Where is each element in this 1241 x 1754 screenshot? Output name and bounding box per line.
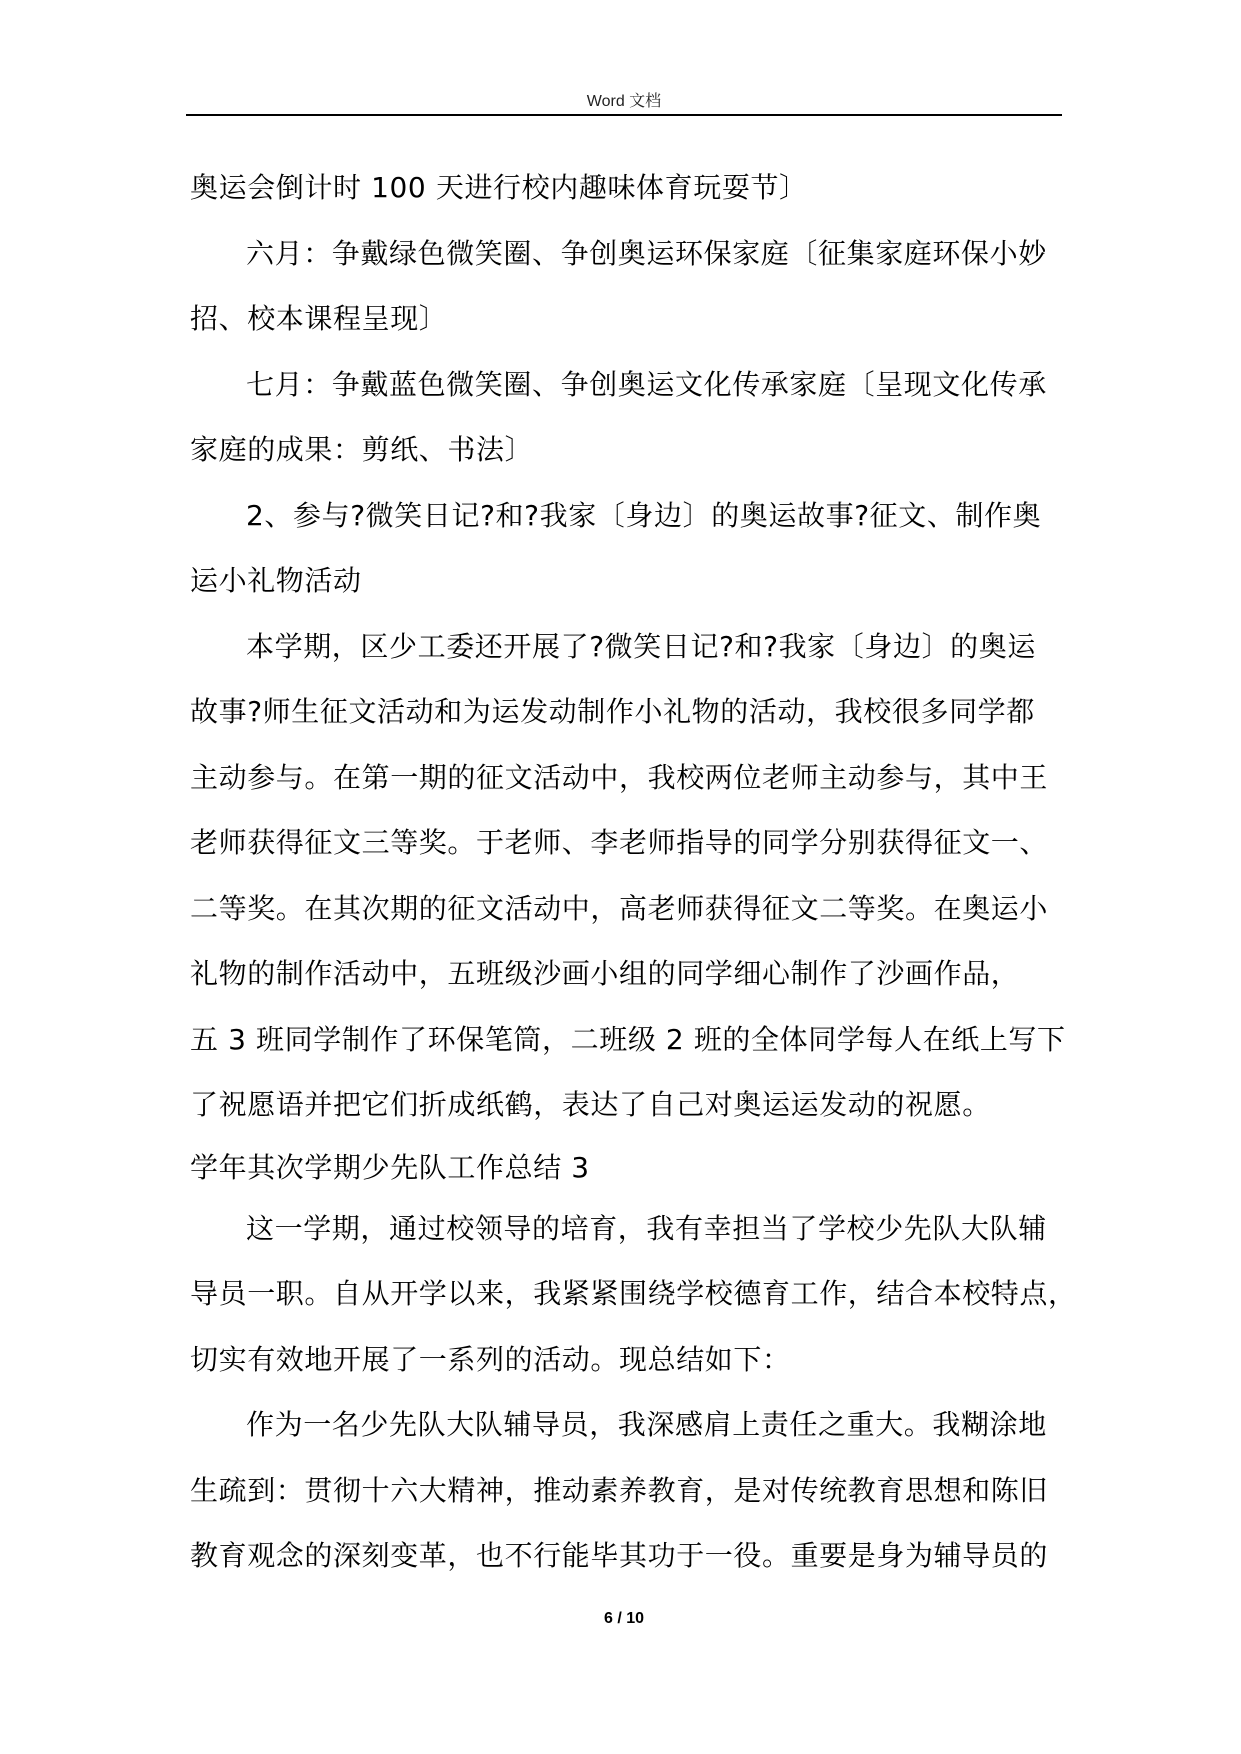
text-line: 作为一名少先队大队辅导员，我深感肩上责任之重大。我糊涂地 xyxy=(246,1408,1047,1441)
text-line: 本学期，区少工委还开展了?微笑日记?和?我家〔身边〕的奥运 xyxy=(246,629,1036,663)
text-line: 故事?师生征文活动和为运发动制作小礼物的活动，我校很多同学都 xyxy=(190,695,1035,728)
text-line: 招、校本课程呈现〕 xyxy=(190,302,448,335)
text-line: 二等奖。在其次期的征文活动中，高老师获得征文二等奖。在奥运小 xyxy=(190,891,1049,925)
text-line: 运小礼物活动 xyxy=(190,564,362,597)
text-line: 了祝愿语并把它们折成纸鹤，表达了自己对奥运运发动的祝愿。 xyxy=(190,1088,991,1121)
page-header: Word 文档 xyxy=(586,93,662,110)
text-line: 老师获得征文三等奖。于老师、李老师指导的同学分别获得征文一、 xyxy=(190,826,1049,859)
text-line: 家庭的成果：剪纸、书法〕 xyxy=(190,433,534,466)
page-number: 6 / 10 xyxy=(603,1610,645,1627)
text-line: 导员一职。自从开学以来，我紧紧围绕学校德育工作，结合本校特点， xyxy=(190,1277,1077,1310)
text-line: 礼物的制作活动中，五班级沙画小组的同学细心制作了沙画作品， xyxy=(190,957,1020,990)
text-line: 生疏到：贯彻十六大精神，推动素养教育，是对传统教育思想和陈旧 xyxy=(190,1473,1049,1507)
text-line: 五 3 班同学制作了环保笔筒，二班级 2 班的全体同学每人在纸上写下 xyxy=(190,1022,1066,1056)
text-line: 教育观念的深刻变革，也不行能毕其功于一役。重要是身为辅导员的 xyxy=(190,1539,1049,1572)
text-line: 这一学期，通过校领导的培育，我有幸担当了学校少先队大队辅 xyxy=(246,1211,1047,1245)
document-body xyxy=(190,160,1077,1594)
section-heading: 学年其次学期少先队工作总结 3 xyxy=(190,1150,590,1184)
text-line: 六月：争戴绿色微笑圈、争创奥运环保家庭〔征集家庭环保小妙 xyxy=(246,236,1047,270)
text-line: 切实有效地开展了一系列的活动。现总结如下： xyxy=(190,1342,791,1376)
text-line: 2、参与?微笑日记?和?我家〔身边〕的奥运故事?征文、制作奥 xyxy=(246,498,1042,532)
text-line: 主动参与。在第一期的征文活动中，我校两位老师主动参与，其中王 xyxy=(190,760,1049,794)
text-line: 七月：争戴蓝色微笑圈、争创奥运文化传承家庭〔呈现文化传承 xyxy=(246,367,1047,401)
header-divider xyxy=(186,114,1062,116)
text-line: 奥运会倒计时 100 天进行校内趣味体育玩耍节〕 xyxy=(190,171,808,204)
